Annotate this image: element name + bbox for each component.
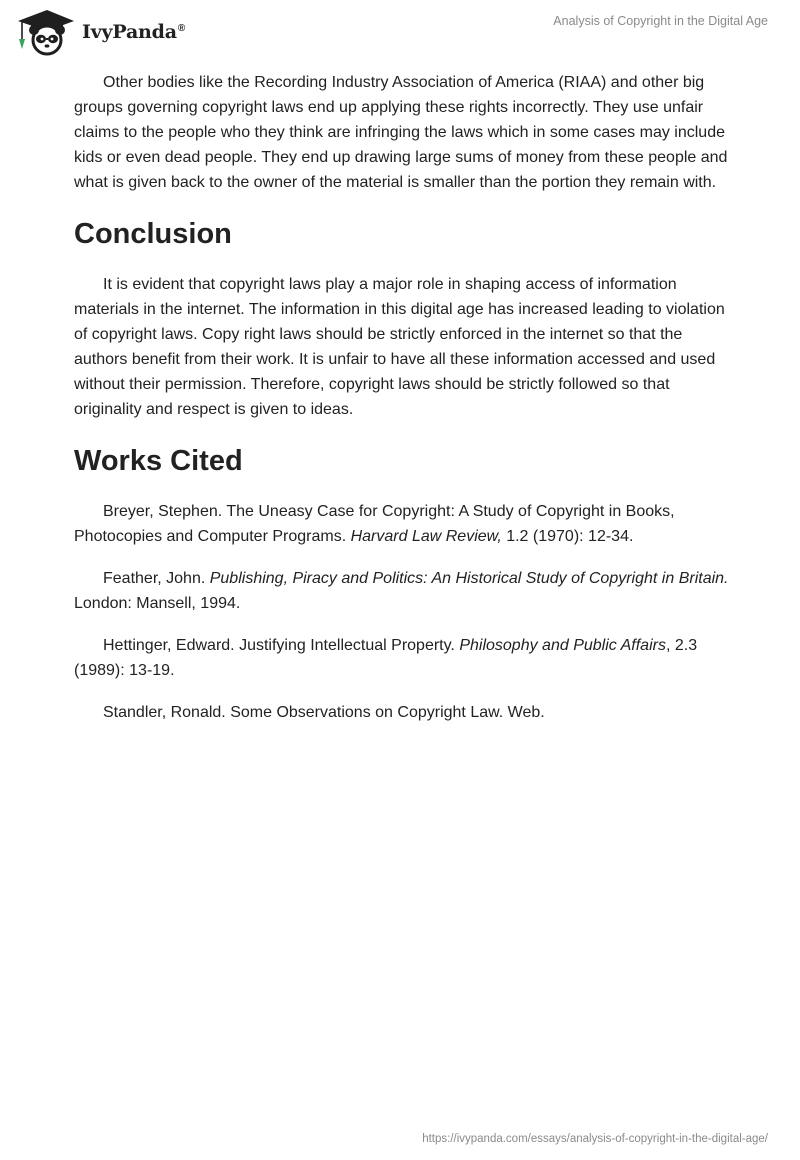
citation-entry: Feather, John. Publishing, Piracy and Politics: An Historical Study of Copyright in Britain. London: Mansell, 1994. bbox=[74, 570, 729, 612]
section-heading-works-cited: Works Cited bbox=[74, 445, 243, 477]
panda-graduate-icon bbox=[14, 8, 76, 56]
section-heading-conclusion: Conclusion bbox=[74, 218, 232, 250]
document-title: Analysis of Copyright in the Digital Age bbox=[553, 14, 768, 28]
ivypanda-logo[interactable] bbox=[14, 8, 185, 56]
essay-body bbox=[74, 70, 734, 742]
source-url[interactable]: https://ivypanda.com/essays/analysis-of-copyright-in-the-digital-age/ bbox=[422, 1133, 768, 1145]
citation-entry: Breyer, Stephen. The Uneasy Case for Copyright: A Study of Copyright in Books, Photocopies and Computer Programs. Harvard Law Review, 1.2 (1970): 12-34. bbox=[74, 503, 675, 545]
citation-entry: Hettinger, Edward. Justifying Intellectual Property. Philosophy and Public Affairs, 2.3 (1989): 13-19. bbox=[74, 637, 698, 679]
citation-entry: Standler, Ronald. Some Observations on Copyright Law. Web. bbox=[103, 704, 545, 721]
brand-name: IvyPanda® bbox=[82, 21, 186, 43]
body-paragraph: Other bodies like the Recording Industry Association of America (RIAA) and other big groups governing copyright laws end up applying these rights incorrectly. They use unfair claims to the people who they think are infringing the laws which in some cases may include kids or even dead people. They end up drawing large sums of money from these people and what is given back to the owner of the material is smaller than the portion they remain with. bbox=[74, 74, 728, 191]
page-header bbox=[0, 0, 800, 60]
conclusion-paragraph: It is evident that copyright laws play a major role in shaping access of information materials in the internet. The information in this digital age has increased leading to violation of copyright laws. Copy right laws should be strictly enforced in the internet so that the authors benefit from their work. It is unfair to have all these information accessed and used without their permission. Therefore, copyright laws should be strictly followed so that originality and respect is given to ideas. bbox=[74, 276, 725, 418]
